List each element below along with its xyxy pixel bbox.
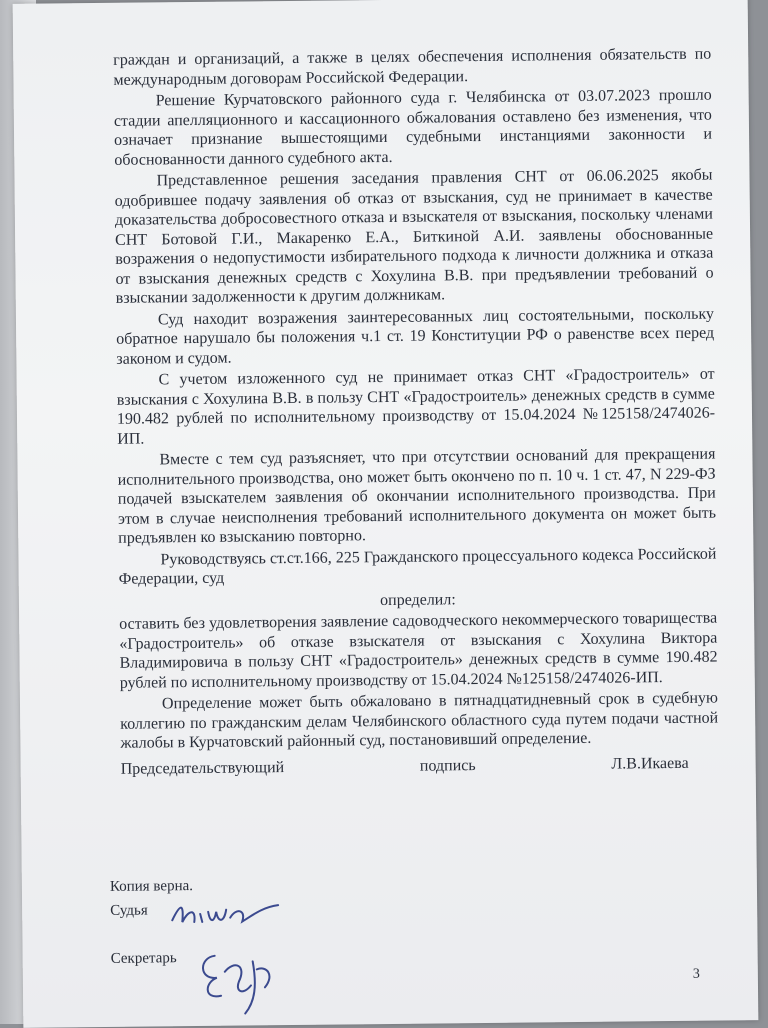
judge-name: Л.В.Икаева bbox=[611, 754, 689, 773]
secretary-signature-icon bbox=[195, 945, 286, 1016]
paragraph-5: С учетом изложенного суд не принимает отказ СНТ «Градостроитель» от взыскания с Хохулина В.В. в пользу СНТ «Градостроитель» денежных средств в сумме 190.482 рублей по исполнительному производству от 15.04.2024 №125158/2474026-ИП. bbox=[116, 365, 716, 448]
judge-label: Судья bbox=[110, 902, 148, 919]
paragraph-7: Руководствуясь ст.ст.166, 225 Гражданского процессуального кодекса Российской Федерации, суд bbox=[118, 545, 717, 588]
document-body bbox=[113, 45, 719, 779]
secretary-label: Секретарь bbox=[110, 950, 177, 967]
page-number: 3 bbox=[692, 966, 700, 982]
judge-row bbox=[110, 897, 286, 947]
copy-note: Копия верна. bbox=[109, 878, 194, 895]
paragraph-6: Вместе с тем суд разъясняет, что при отсутствии оснований для прекращения исполнительного производства, оно может быть окончено по п. 10 ч. 1 ст. 47, N 229-ФЗ подачей взыскателем заявления об окончании исполнительного производства. При этом в случае неисполнения требований исполнительного документа он может быть предъявлен ко взысканию повторно. bbox=[117, 445, 717, 547]
appeal-text: Определение может быть обжаловано в пятнадцатидневный срок в судебную коллегию по гражданским делам Челябинского областного суда путем подачи частной жалобы в Курчатовский районный суд, постановивший определение. bbox=[120, 689, 719, 752]
paragraph-4: Суд находит возражения заинтересованных лиц состоятельными, поскольку обратное нарушало бы положения ч.1 ст. 19 Конституции РФ о равенстве всех перед законом и судом. bbox=[116, 305, 715, 368]
paragraph-1: граждан и организаций, а также в целях обеспечения исполнения обязательств по международным договорам Российской Федерации. bbox=[113, 45, 712, 89]
signature-placeholder: подпись bbox=[419, 756, 476, 775]
copy-certification bbox=[110, 873, 287, 995]
secretary-row bbox=[111, 945, 287, 995]
signature-row bbox=[121, 753, 719, 779]
presiding-judge-label: Председательствующий bbox=[120, 758, 285, 778]
paragraph-2: Решение Курчатовского районного суда г. Челябинска от 03.07.2023 прошло стадии апелляционного и кассационного обжалования оставлено без изменения, что означает признание вышестоящими судебными инстанциями законности и обоснованности данного судебного акта. bbox=[113, 86, 713, 169]
paragraph-3: Представленное решения заседания правления СНТ от 06.06.2025 якобы одобрившее подачу заявления об отказ от взыскания, суд не принимает в качестве доказательства добросовестного отказа и взыскателя от взыскания, поскольку членами СНТ Ботовой Г.И., Макаренко Е.А., Биткиной А.И. заявлены обоснованные возражения о недопустимости избирательного подхода к личности должника и отказа от взыскания денежных средств с Хохулина В.В. при предъявлении требований о взыскании задолженности к другим должникам. bbox=[114, 166, 714, 307]
ruling-text: оставить без удовлетворения заявление садоводческого некоммерческого товарищества «Градостроитель» об отказе взыскателя от взыскания с Хохулина Виктора Владимировича в пользу СНТ «Градостроитель» денежных средств в сумме 190.482 рублей по исполнительному производству от 15.04.2024 №125158/2474026-ИП. bbox=[119, 609, 718, 692]
ruling-heading: определил: bbox=[379, 590, 456, 609]
document-page bbox=[13, 0, 759, 1028]
judge-signature-icon bbox=[166, 897, 286, 932]
